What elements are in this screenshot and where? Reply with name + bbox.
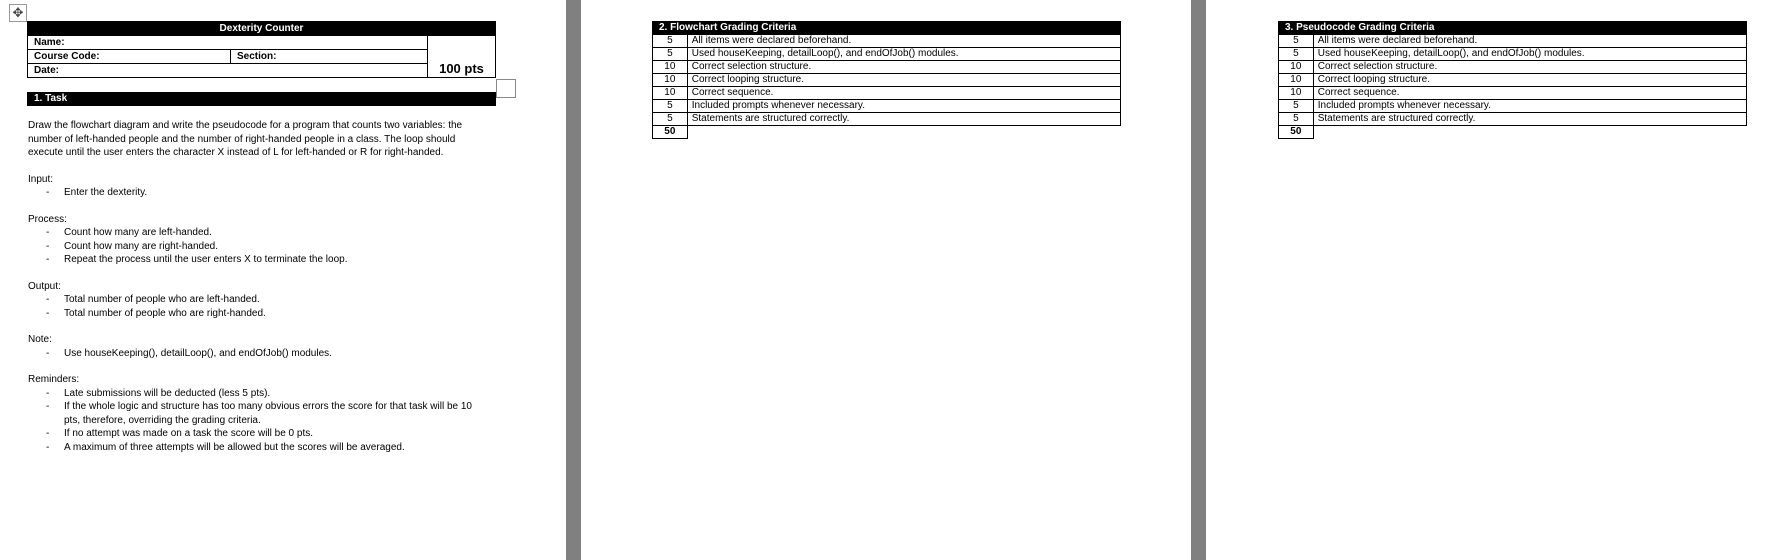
table-row: [653, 113, 1121, 126]
criteria-total: 50: [1279, 126, 1314, 139]
output-label: Output:: [28, 280, 61, 292]
criteria-text: All items were declared beforehand.: [687, 35, 1120, 48]
criteria-text: Used houseKeeping, detailLoop(), and endOfJob() modules.: [687, 48, 1120, 61]
criteria-text: Correct looping structure.: [687, 74, 1120, 87]
table-row: [1279, 100, 1747, 113]
output-list: [28, 293, 488, 320]
criteria-points: 10: [1279, 74, 1314, 87]
list-item: - A maximum of three attempts will be allowed but the scores will be averaged.: [46, 441, 405, 453]
table-row: [653, 87, 1121, 100]
process-list: [28, 226, 488, 267]
list-item: - Use houseKeeping(), detailLoop(), and endOfJob() modules.: [46, 347, 332, 359]
list-item: - Count how many are left-handed.: [46, 227, 212, 238]
input-label: Input:: [28, 173, 54, 185]
criteria-points: 5: [1279, 113, 1314, 126]
criteria-points: 5: [1279, 35, 1314, 48]
criteria-points: 10: [1279, 61, 1314, 74]
list-item: - Total number of people who are left-handed.: [46, 294, 260, 305]
criteria-text: Statements are structured correctly.: [1313, 113, 1746, 126]
criteria-points: 10: [1279, 87, 1314, 100]
move-arrows-icon[interactable]: ✥: [9, 4, 27, 22]
document-title: Dexterity Counter: [28, 22, 496, 36]
criteria-points: 5: [653, 35, 688, 48]
table-row: [653, 61, 1121, 74]
criteria-points: 5: [1279, 100, 1314, 113]
page-gutter: [566, 0, 581, 560]
list-item: - Enter the dexterity.: [46, 187, 148, 198]
criteria-text: Correct looping structure.: [1313, 74, 1746, 87]
flowchart-criteria-heading: 2. Flowchart Grading Criteria: [653, 22, 1121, 35]
list-item: - Total number of people who are right-handed.: [46, 307, 266, 319]
list-item: - If no attempt was made on a task the score will be 0 pts.: [46, 428, 314, 439]
input-list: [28, 186, 488, 200]
list-item: - Late submissions will be deducted (less 5 pts).: [46, 387, 271, 399]
section-field[interactable]: Section:: [231, 50, 428, 64]
criteria-text: Correct selection structure.: [1313, 61, 1746, 74]
header-table: [27, 21, 496, 78]
table-resize-handle[interactable]: [496, 79, 516, 98]
table-row: [653, 48, 1121, 61]
course-code-field[interactable]: Course Code:: [28, 50, 231, 64]
total-row: [653, 126, 1121, 139]
process-label: Process:: [28, 213, 67, 225]
note-label: Note:: [28, 334, 52, 345]
criteria-points: 5: [653, 48, 688, 61]
table-row: [653, 100, 1121, 113]
table-row: [653, 35, 1121, 48]
criteria-text: Correct sequence.: [1313, 87, 1746, 100]
criteria-points: 10: [653, 74, 688, 87]
note-list: [28, 347, 488, 361]
pseudocode-criteria-table: [1278, 21, 1747, 139]
total-row: [1279, 126, 1747, 139]
task-body: [28, 119, 488, 454]
table-row: [1279, 48, 1747, 61]
table-row: [1279, 113, 1747, 126]
table-row: [653, 74, 1121, 87]
list-item: - Repeat the process until the user enters X to terminate the loop.: [46, 254, 348, 265]
list-item: - If the whole logic and structure has too many obvious errors the score for that task will be 10 pts, therefore, overriding the grading criteria.: [46, 401, 472, 426]
criteria-total: 50: [653, 126, 688, 139]
criteria-text: All items were declared beforehand.: [1313, 35, 1746, 48]
criteria-points: 5: [653, 100, 688, 113]
criteria-text: Correct sequence.: [687, 87, 1120, 100]
flowchart-criteria-table: [652, 21, 1121, 139]
reminders-list: [28, 387, 488, 455]
points-total: 100 pts: [428, 36, 496, 78]
name-field[interactable]: Name:: [28, 36, 428, 50]
criteria-points: 10: [653, 61, 688, 74]
task-intro: Draw the flowchart diagram and write the pseudocode for a program that counts two variables: the number of left-handed people and the number of right-handed people in a class. The loop should execute until the user enters the character X instead of L for left-handed or R for right-handed.: [28, 120, 463, 158]
criteria-text: Included prompts whenever necessary.: [687, 100, 1120, 113]
table-row: [1279, 35, 1747, 48]
reminders-label: Reminders:: [28, 374, 80, 385]
table-row: [1279, 87, 1747, 100]
criteria-text: Included prompts whenever necessary.: [1313, 100, 1746, 113]
page-gutter: [1191, 0, 1206, 560]
pseudocode-criteria-heading: 3. Pseudocode Grading Criteria: [1279, 22, 1747, 35]
task-heading: 1. Task: [27, 92, 496, 106]
criteria-text: Correct selection structure.: [687, 61, 1120, 74]
criteria-points: 5: [653, 113, 688, 126]
criteria-points: 10: [653, 87, 688, 100]
table-row: [1279, 74, 1747, 87]
date-field[interactable]: Date:: [28, 64, 428, 78]
criteria-text: Statements are structured correctly.: [687, 113, 1120, 126]
criteria-text: Used houseKeeping, detailLoop(), and endOfJob() modules.: [1313, 48, 1746, 61]
list-item: - Count how many are right-handed.: [46, 240, 218, 252]
criteria-points: 5: [1279, 48, 1314, 61]
table-row: [1279, 61, 1747, 74]
